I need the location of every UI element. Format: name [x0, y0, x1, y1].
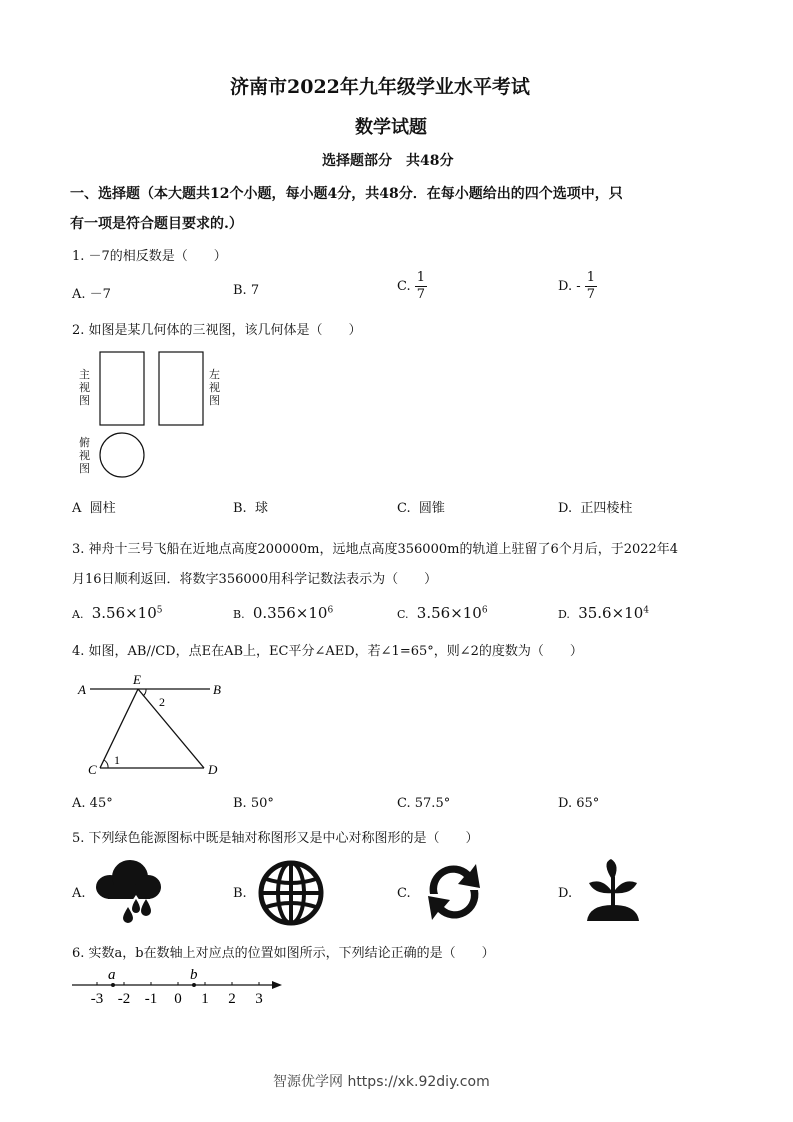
label-d: D	[208, 762, 218, 777]
fraction	[585, 270, 597, 303]
q2-option-c[interactable]	[397, 497, 445, 516]
option-text: 65°	[576, 796, 600, 811]
recycle-arrows-icon[interactable]	[418, 858, 490, 926]
number-line-figure	[70, 963, 285, 1008]
label-b: B	[213, 682, 221, 697]
fraction-denominator: 7	[416, 287, 426, 302]
point-b	[192, 983, 196, 987]
sprout-icon[interactable]	[583, 859, 643, 925]
fraction	[415, 270, 427, 303]
q1-option-d[interactable]	[558, 270, 597, 303]
option-letter: C.	[397, 501, 411, 516]
q2-option-b[interactable]	[233, 497, 268, 516]
part1-heading-line2: 有一项是符合题目要求的.）	[70, 216, 243, 232]
q3-stem-line1: 3. 神舟十三号飞船在近地点高度200000m，远地点高度356000m的轨道上驻留了6个月后，于2022年4	[72, 542, 679, 557]
top-view-circle	[100, 433, 144, 477]
q4-stem: 4. 如图，AB//CD，点E在AB上，EC平分∠AED，若∠1=65°，则∠2的度数为（ ）	[72, 644, 583, 659]
number-line-tick-label: -2	[117, 991, 131, 1007]
q3-option-c[interactable]	[397, 604, 488, 622]
option-text: 7	[250, 283, 260, 298]
option-text: 圆锥	[418, 501, 445, 516]
option-exponent: 6	[481, 605, 488, 616]
q5-option-d-letter[interactable]: D.	[558, 886, 573, 901]
footer-watermark: 智源优学网 https://xk.92diy.com	[273, 1074, 490, 1090]
top-view-label: 俯视图	[79, 436, 90, 475]
q1-option-c[interactable]	[397, 270, 427, 303]
option-text: 球	[254, 501, 268, 516]
q5-option-a-letter[interactable]: A.	[72, 886, 86, 901]
front-view-rectangle	[100, 352, 144, 425]
option-letter: A.	[72, 608, 84, 621]
q2-option-d[interactable]	[558, 497, 632, 516]
option-text: 正四棱柱	[580, 501, 633, 516]
option-text: －7	[89, 287, 111, 302]
label-angle2: 2	[159, 695, 165, 709]
q1-option-b[interactable]	[233, 283, 259, 298]
option-letter: B.	[233, 608, 245, 621]
number-line-tick-label: -3	[90, 991, 104, 1007]
label-e: E	[133, 672, 141, 687]
q4-option-b[interactable]	[233, 796, 274, 811]
q6-stem: 6. 实数a，b在数轴上对应点的位置如图所示，下列结论正确的是（ ）	[72, 946, 495, 961]
point-a-label: a	[108, 967, 116, 983]
segment-ed	[138, 689, 204, 768]
option-mantissa: 35.6×10	[578, 604, 644, 622]
q5-option-c-letter[interactable]: C.	[397, 886, 411, 901]
option-text: 57.5°	[414, 796, 451, 811]
q4-option-a[interactable]	[72, 796, 113, 811]
option-mantissa: 0.356×10	[252, 604, 328, 622]
q3-stem-line2: 月16日顺利返回．将数字356000用科学记数法表示为（ ）	[72, 572, 438, 587]
option-letter: C.	[397, 608, 409, 621]
subject-title: 数学试题	[355, 117, 427, 138]
number-line-tick-label: 0	[174, 991, 182, 1007]
fraction-denominator: 7	[586, 287, 596, 302]
fraction-numerator: 1	[416, 270, 426, 285]
option-exponent: 5	[156, 605, 163, 616]
number-line-tick-label: 3	[255, 991, 263, 1007]
section-title: 选择题部分 共48分	[322, 153, 454, 169]
q3-option-d[interactable]	[558, 604, 649, 622]
label-angle1: 1	[114, 753, 120, 767]
option-letter: D.	[558, 608, 570, 621]
number-line-arrow	[272, 981, 282, 989]
q2-stem: 2. 如图是某几何体的三视图，该几何体是（ ）	[72, 323, 362, 338]
part1-heading-line1: 一、选择题（本大题共12个小题，每小题4分，共48分．在每小题给出的四个选项中，只	[70, 186, 623, 202]
option-text: 圆柱	[89, 501, 116, 516]
left-view-label: 左视图	[209, 368, 220, 407]
angle1-arc	[104, 760, 108, 768]
label-a: A	[78, 682, 86, 697]
option-sign: -	[576, 279, 581, 294]
q2-option-a[interactable]	[72, 497, 116, 516]
option-letter: B.	[233, 796, 247, 811]
option-letter: A.	[72, 287, 86, 302]
point-a	[111, 983, 115, 987]
option-letter: B.	[233, 501, 247, 516]
option-exponent: 6	[327, 605, 334, 616]
option-letter: C.	[397, 796, 411, 811]
left-view-rectangle	[159, 352, 203, 425]
point-b-label: b	[190, 967, 198, 983]
q3-option-a[interactable]	[72, 604, 163, 622]
exam-title: 济南市2022年九年级学业水平考试	[230, 76, 530, 98]
fraction-numerator: 1	[586, 270, 596, 285]
parallel-lines-triangle-figure	[70, 670, 240, 780]
q1-stem: 1. －7的相反数是（ ）	[72, 249, 227, 264]
number-line-tick-label: 1	[201, 991, 209, 1007]
number-line-tick-label: 2	[228, 991, 236, 1007]
front-view-label: 主视图	[79, 368, 90, 407]
option-letter: D.	[558, 501, 573, 516]
number-line-tick-label: -1	[144, 991, 158, 1007]
q5-stem: 5. 下列绿色能源图标中既是轴对称图形又是中心对称图形的是（ ）	[72, 831, 479, 846]
option-letter: C.	[397, 279, 411, 294]
q1-option-a[interactable]	[72, 283, 111, 302]
globe-icon[interactable]	[257, 859, 325, 927]
option-text: 50°	[250, 796, 274, 811]
rain-cloud-icon[interactable]	[94, 857, 164, 923]
option-exponent: 4	[643, 605, 649, 616]
q4-option-c[interactable]	[397, 796, 450, 811]
option-mantissa: 3.56×10	[416, 604, 482, 622]
option-letter: A.	[72, 796, 86, 811]
option-letter: B.	[233, 283, 247, 298]
label-c: C	[88, 762, 97, 777]
q5-option-b-letter[interactable]: B.	[233, 886, 247, 901]
option-letter: D.	[558, 279, 573, 294]
option-letter: A	[72, 501, 82, 516]
option-letter: D.	[558, 796, 573, 811]
three-views-figure	[72, 345, 232, 485]
option-mantissa: 3.56×10	[91, 604, 157, 622]
option-text: 45°	[89, 796, 113, 811]
q3-option-b[interactable]	[233, 604, 333, 622]
q4-option-d[interactable]	[558, 796, 599, 811]
angle2-arc	[143, 689, 146, 696]
